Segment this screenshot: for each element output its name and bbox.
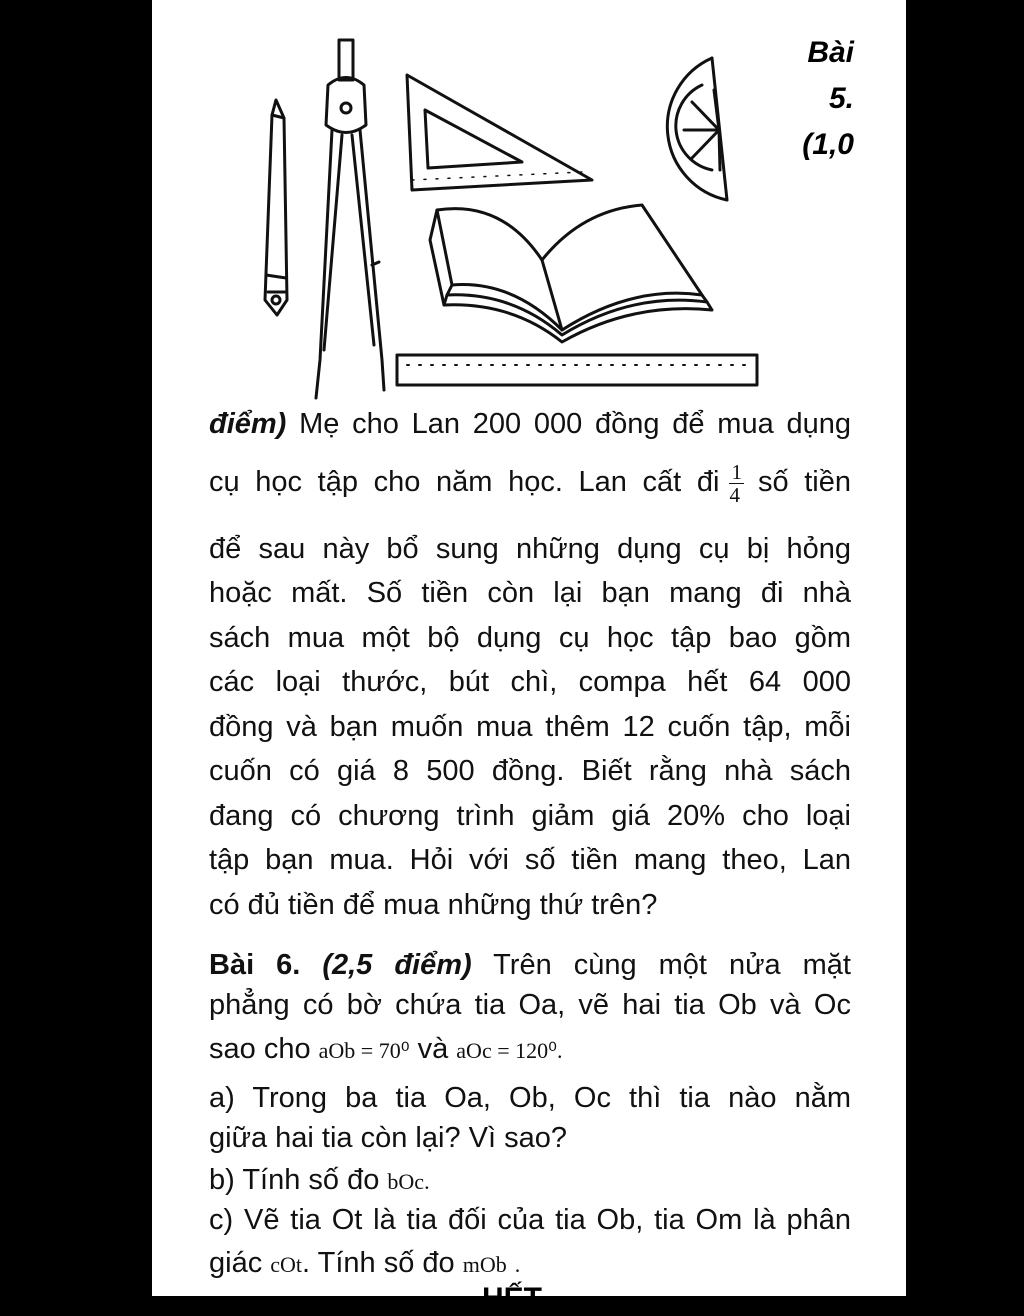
angle-aob: aOb = 70⁰ (318, 1038, 410, 1063)
problem5-line-5: sách mua một bộ dụng cụ học tập bao gồm (209, 622, 851, 654)
document-page (152, 0, 906, 1315)
pencil-icon (265, 100, 287, 315)
problem5-line-10: tập bạn mua. Hỏi với số tiền mang theo, Lan (209, 844, 851, 876)
problem5-line-1: điểm) Mẹ cho Lan 200 000 đồng để mua dụng (209, 408, 851, 440)
angle-cot: cOt (270, 1252, 303, 1277)
problem6-question-a-1: a) Trong ba tia Oa, Ob, Oc thì tia nào nằm (209, 1082, 851, 1114)
problem6-question-c-1: c) Vẽ tia Ot là tia đối của tia Ob, tia Om là phân (209, 1204, 851, 1236)
open-book-icon (430, 205, 712, 342)
problem5-line-2: cụ học tập cho năm học. Lan cất đi $\frac{1}{4}$ số tiền (209, 459, 851, 507)
problem5-line-9: đang có chương trình giảm giá 20% cho loại (209, 800, 851, 832)
problem5-line-4: hoặc mất. Số tiền còn lại bạn mang đi nhà (209, 577, 851, 609)
end-marker: HẾT (482, 1282, 542, 1315)
problem6-points: (2,5 điểm) (322, 949, 472, 981)
problem5-line-8: cuốn có giá 8 500 đồng. Biết rằng nhà sách (209, 755, 851, 787)
problem6-label: Bài 6. (209, 949, 301, 981)
problem5-title-number: 5. (828, 82, 854, 115)
problem6-question-a-2: giữa hai tia còn lại? Vì sao? (209, 1122, 567, 1154)
problem5-line-11: có đủ tiền để mua những thứ trên? (209, 889, 658, 921)
angle-mob: mOb (462, 1252, 507, 1277)
fraction-one-quarter: $\frac{1}{4}$ (729, 459, 742, 507)
ruler-icon (397, 355, 757, 385)
problem6-line-1: Bài 6. (2,5 điểm) Trên cùng một nửa mặt (209, 949, 851, 981)
problem5-title-bai: Bài (807, 36, 854, 69)
problem5-points-cont: điểm) (209, 408, 287, 440)
compass-icon (316, 40, 384, 398)
angle-aoc: aOc = 120⁰ (456, 1038, 557, 1063)
problem5-line-3: để sau này bổ sung những dụng cụ bị hỏng (209, 533, 851, 565)
protractor-icon (667, 58, 727, 200)
problem5-line-7: đồng và bạn muốn mua thêm 12 cuốn tập, mỗi (209, 711, 851, 743)
school-supplies-illustration (232, 30, 762, 400)
problem6-line-2: phẳng có bờ chứa tia Oa, vẽ hai tia Ob và Oc (209, 989, 851, 1021)
set-square-icon (407, 75, 592, 190)
problem6-question-b: b) Tính số đo bOc. (209, 1164, 430, 1196)
problem5-title-points: (1,0 (802, 128, 854, 161)
problem5-line-6: các loại thước, bút chì, compa hết 64 000 (209, 666, 851, 698)
angle-boc: bOc (387, 1169, 425, 1194)
problem6-question-c-2: giác cOt. Tính số đo mOb . (209, 1247, 521, 1279)
problem6-line-3: sao cho aOb = 70⁰ và aOc = 120⁰. (209, 1033, 563, 1065)
